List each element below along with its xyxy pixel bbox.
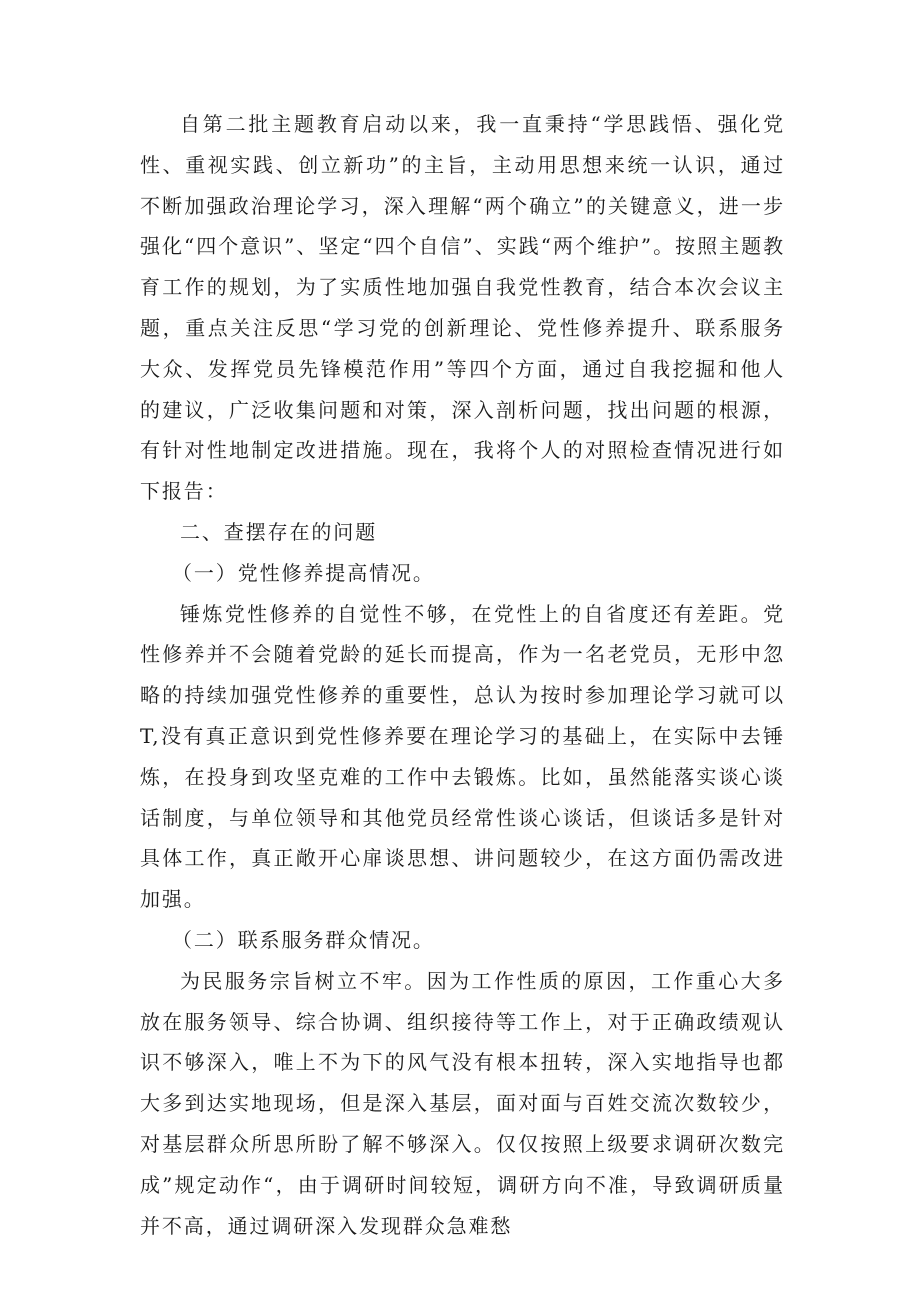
body-paragraph-2: 为民服务宗旨树立不牢。因为工作性质的原因，工作重心大多放在服务领导、综合协调、组织接待等工作上，对于正确政绩观认识不够深入，唯上不为下的风气没有根本扭转，深入实地指导也都大多到达实地现场，但是深入基层，面对面与百姓交流次数较少，对基层群众所思所盼了解不够深入。仅仅按照上级要求调研次数完成”规定动作“，由于调研时间较短，调研方向不准，导致调研质量并不高，通过调研深入发现群众急难愁 xyxy=(140,968,785,1238)
section-heading: 二、查摆存在的问题 xyxy=(180,519,378,544)
body-paragraph-1: 锤炼党性修养的自觉性不够，在党性上的自省度还有差距。党性修养并不会随着党龄的延长而提高，作为一名老党员，无形中忽略的持续加强党性修养的重要性，总认为按时参加理论学习就可以T,没有真正意识到党性修养要在理论学习的基础上，在实际中去锤炼，在投身到攻坚克难的工作中去锻炼。比如，虽然能落实谈心谈话制度，与单位领导和其他党员经常性谈心谈话，但谈话多是针对具体工作，真正敞开心扉谈思想、讲问题较少，在这方面仍需改进加强。 xyxy=(140,601,785,912)
subsection-heading-1: （一）党性修养提高情况。 xyxy=(172,560,435,585)
document-body xyxy=(140,104,785,1246)
intro-paragraph: 自第二批主题教育启动以来，我一直秉持“学思践悟、强化党性、重视实践、创立新功”的主旨，主动用思想来统一认识，通过不断加强政治理论学习，深入理解“两个确立”的关键意义，进一步强化“四个意识”、坚定“四个自信”、实践“两个维护”。按照主题教育工作的规划，为了实质性地加强自我党性教育，结合本次会议主题，重点关注反思“学习党的创新理论、党性修养提升、联系服务大众、发挥党员先锋模范作用”等四个方面，通过自我挖掘和他人的建议，广泛收集问题和对策，深入剖析问题，找出问题的根源，有针对性地制定改进措施。现在，我将个人的对照检查情况进行如下报告： xyxy=(140,112,785,504)
subsection-heading-2: （二）联系服务群众情况。 xyxy=(172,927,435,952)
